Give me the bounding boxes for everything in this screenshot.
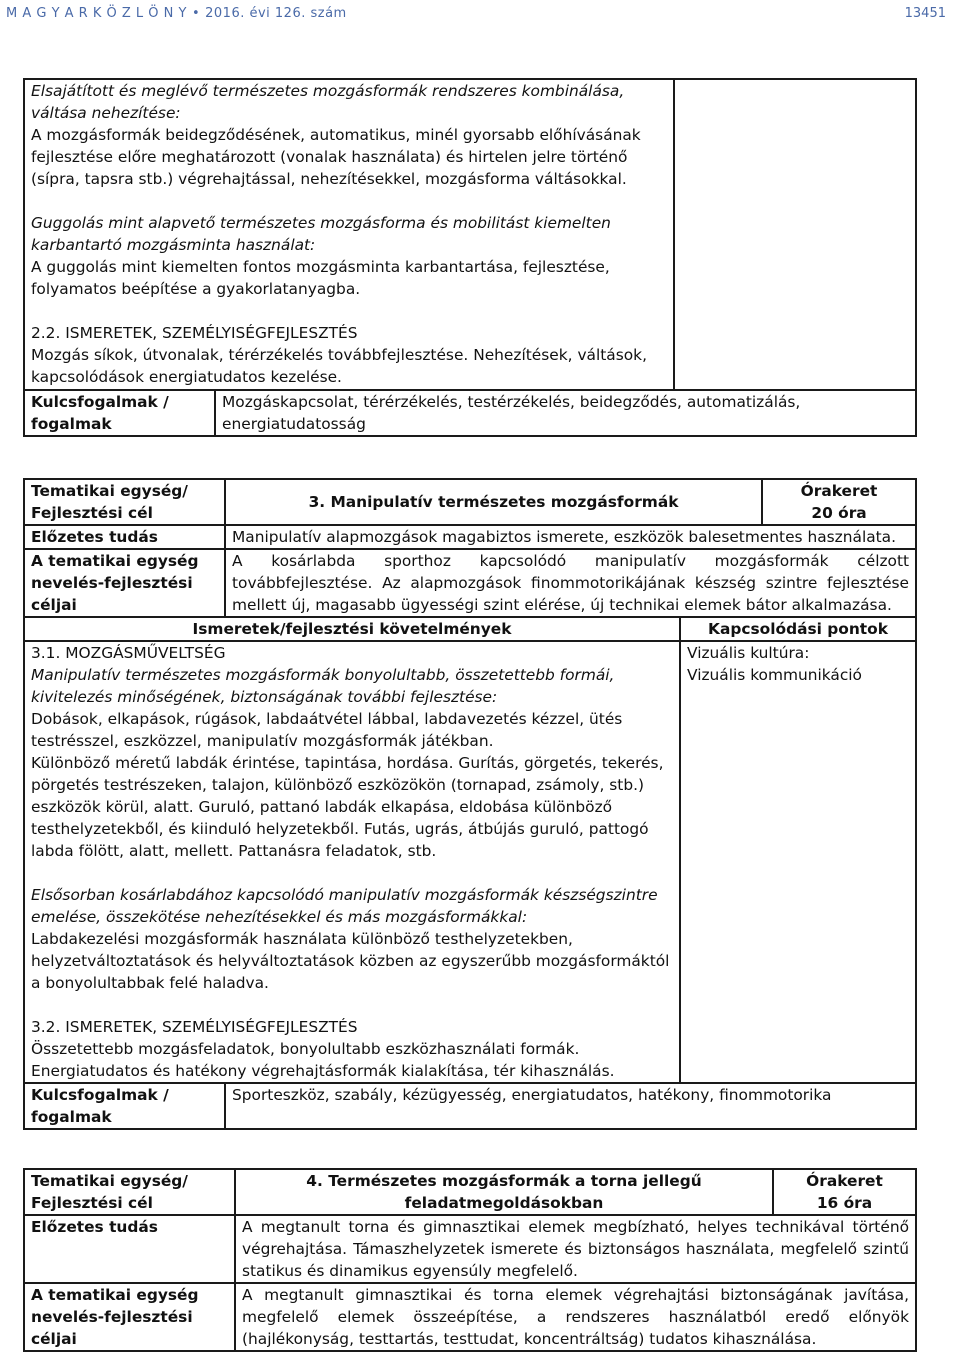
- paragraph-throws: Dobások, elkapások, rúgások, labdaátvétel lábbal, labdavezetés kézzel, ütés testrésszel, eszközzel, manipulatív mozgásformák játékban.: [31, 710, 623, 750]
- unit-3-table: [23, 478, 917, 1130]
- hours-label: Órakeret: [806, 1172, 883, 1190]
- unit-label: Tematikai egység/ Fejlesztési cél: [24, 479, 225, 525]
- unit-title: 4. Természetes mozgásformák a torna jellegű feladatmegoldásokban: [235, 1169, 773, 1215]
- requirements-cell: [24, 641, 680, 1083]
- unit-title: [225, 479, 762, 525]
- paragraph-squat: A guggolás mint kiemelten fontos mozgásminta karbantartása, fejlesztése, folyamatos beépítése a gyakorlatanyagba.: [31, 258, 610, 298]
- subheading-basketball: Elsősorban kosárlabdához kapcsolódó manipulatív mozgásformák készségszintre emelése, összekötése nehezítésekkel és más mozgásformákkal:: [31, 886, 658, 926]
- header-bullet: •: [191, 6, 201, 21]
- key-concepts-label: Kulcsfogalmak / fogalmak: [24, 390, 215, 436]
- links-cell: [680, 641, 916, 1083]
- subheading-squat: Guggolás mint alapvető természetes mozgásforma és mobilitást kiemelten karbantartó mozgásminta használat:: [31, 214, 611, 254]
- content-cell: [24, 79, 674, 390]
- journal-title: [6, 3, 347, 25]
- prior-knowledge-text: Manipulatív alapmozgások magabiztos ismerete, eszközök balesetmentes használata.: [225, 525, 916, 549]
- page-number: 13451: [904, 6, 946, 21]
- link-visual-communication: Vizuális kommunikáció: [687, 666, 862, 684]
- link-visual-culture: Vizuális kultúra:: [687, 644, 810, 662]
- key-concepts-text: Mozgáskapcsolat, térérzékelés, testérzékelés, beidegződés, automatizálás, energiatudatosság: [215, 390, 916, 436]
- hours-label: Órakeret: [800, 482, 878, 500]
- goals-label: A tematikai egység nevelés-fejlesztési céljai: [24, 1283, 235, 1351]
- subheading-manipulative: Manipulatív természetes mozgásformák bonyolultabb, összetettebb formái, kivitelezés minőségének, biztonságának további fejlesztése:: [31, 666, 615, 706]
- goals-text: A kosárlabda sporthoz kapcsolódó manipulatív mozgásformák célzott továbbfejlesztése. Az alapmozgások finommotorikájának készség szintre fejlesztése mellett új, magasabb ügyességi szint elérése, új technikai elemek bátor alkalmazása.: [225, 549, 916, 617]
- section-title-3-2: 3.2. ISMERETEK, SZEMÉLYISÉGFEJLESZTÉS: [31, 1018, 358, 1036]
- hours-cell: [762, 479, 916, 525]
- section-title-3-1: 3.1. MOZGÁSMŰVELTSÉG: [31, 644, 226, 662]
- section-text-3-2: Összetettebb mozgásfeladatok, bonyolultabb eszközhasználati formák. Energiatudatos és hatékony végrehajtásformák kialakítása, tér kihasználás.: [31, 1040, 615, 1080]
- key-concepts-label: Kulcsfogalmak / fogalmak: [24, 1083, 225, 1129]
- hours-cell: [773, 1169, 916, 1215]
- unit-label: Tematikai egység/ Fejlesztési cél: [24, 1169, 235, 1215]
- paragraph-ball-handling: Labdakezelési mozgásformák használata különböző testhelyzetekben, helyzetváltoztatások és helyváltoztatások közben az egyszerűbb mozgásformáktól a bonyolultabbak felé haladva.: [31, 930, 670, 992]
- goals-label: A tematikai egység nevelés-fejlesztési céljai: [24, 549, 225, 617]
- unit-title-text: 3. Manipulatív természetes mozgásformák: [308, 493, 679, 511]
- prior-knowledge-label: Előzetes tudás: [24, 525, 225, 549]
- page-header: [6, 3, 946, 21]
- hours-value: 20 óra: [811, 504, 867, 522]
- paragraph-balls: Különböző méretű labdák érintése, tapintása, hordása. Gurítás, görgetés, tekerés, pörgetés testrészeken, talajon, különböző eszközökön (tornapad, zsámoly, stb.) eszközök körül, alatt. Guruló, pattanó labdák elkapása, eldobása különböző testhelyzetekből, és kiinduló helyzetekből. Futás, ugrás, átbújás guruló, pattogó labda fölött, alatt, mellett. Pattanásra feladatok, stb.: [31, 754, 664, 860]
- subheading-combination: Elsajátított és meglévő természetes mozgásformák rendszeres kombinálása, váltása nehezítése:: [31, 82, 625, 122]
- section-text-2-2: Mozgás síkok, útvonalak, térérzékelés továbbfejlesztése. Nehezítések, váltások, kapcsolódások energiatudatos kezelése.: [31, 346, 647, 386]
- journal-name: M A G Y A R K Ö Z L Ö N Y: [6, 6, 187, 21]
- hours-value: 16 óra: [816, 1194, 873, 1212]
- prior-knowledge-label: Előzetes tudás: [24, 1215, 235, 1283]
- paragraph-combination: A mozgásformák beidegződésének, automatikus, minél gyorsabb előhívásának fejlesztése előre meghatározott (vonalak használata) és hirtelen jelre történő (sípra, tapsra stb.) végrehajtással, nehezítésekkel, mozgásforma váltásokkal.: [31, 126, 641, 188]
- requirements-header: Ismeretek/fejlesztési követelmények: [24, 617, 680, 641]
- section-title-2-2: 2.2. ISMERETEK, SZEMÉLYISÉGFEJLESZTÉS: [31, 324, 358, 342]
- links-cell: [674, 79, 916, 390]
- unit-4-table: [23, 1168, 917, 1352]
- continuation-table: [23, 78, 917, 437]
- links-header: Kapcsolódási pontok: [680, 617, 916, 641]
- key-concepts-text: Sporteszköz, szabály, kézügyesség, energiatudatos, hatékony, finommotorika: [225, 1083, 916, 1129]
- goals-text: A megtanult gimnasztikai és torna elemek végrehajtási biztonságának javítása, megfelelő elemek összeépítése, a rendszeres használatból eredő előnyök (hajlékonyság, testtartás, testtudat, koncentráltság) tudatos kihasználása.: [235, 1283, 916, 1351]
- issue-label: 2016. évi 126. szám: [205, 6, 347, 21]
- prior-knowledge-text: A megtanult torna és gimnasztikai elemek megbízható, helyes technikával történő végrehajtása. Támaszhelyzetek ismerete és biztonságos használata, megfelelő szintű statikus és dinamikus egyensúly megfelelő.: [235, 1215, 916, 1283]
